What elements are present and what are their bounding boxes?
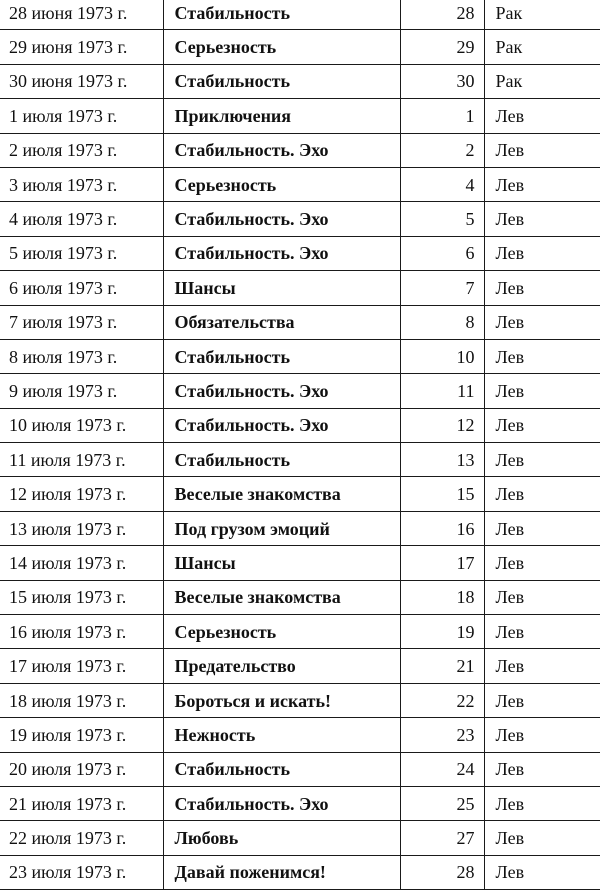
title-cell: Веселые знакомства: [163, 477, 400, 511]
zodiac-cell: Рак: [484, 64, 600, 98]
date-cell: 2 июля 1973 г.: [0, 133, 163, 167]
table-row: [0, 752, 600, 786]
title-cell: Обязательства: [163, 305, 400, 339]
zodiac-cell: Лев: [484, 821, 600, 855]
zodiac-cell: Лев: [484, 683, 600, 717]
title-cell: Серьезность: [163, 167, 400, 201]
zodiac-cell: Лев: [484, 786, 600, 820]
number-cell: 2: [400, 133, 484, 167]
zodiac-cell: Лев: [484, 99, 600, 133]
zodiac-cell: Лев: [484, 718, 600, 752]
table-row: [0, 649, 600, 683]
number-cell: 7: [400, 271, 484, 305]
number-cell: 23: [400, 718, 484, 752]
table-row: [0, 64, 600, 98]
number-cell: 28: [400, 855, 484, 889]
table-row: [0, 443, 600, 477]
title-cell: Давай поженимся!: [163, 855, 400, 889]
table-row: [0, 202, 600, 236]
title-cell: Стабильность. Эхо: [163, 202, 400, 236]
number-cell: 13: [400, 443, 484, 477]
zodiac-cell: Лев: [484, 339, 600, 373]
date-cell: 18 июля 1973 г.: [0, 683, 163, 717]
date-cell: 17 июля 1973 г.: [0, 649, 163, 683]
title-cell: Стабильность: [163, 339, 400, 373]
number-cell: 28: [400, 0, 484, 30]
date-cell: 13 июля 1973 г.: [0, 511, 163, 545]
title-cell: Стабильность: [163, 752, 400, 786]
table-row: [0, 167, 600, 201]
date-cell: 14 июля 1973 г.: [0, 546, 163, 580]
date-cell: 21 июля 1973 г.: [0, 786, 163, 820]
date-cell: 19 июля 1973 г.: [0, 718, 163, 752]
date-cell: 12 июля 1973 г.: [0, 477, 163, 511]
title-cell: Шансы: [163, 546, 400, 580]
number-cell: 30: [400, 64, 484, 98]
date-cell: 23 июля 1973 г.: [0, 855, 163, 889]
date-cell: 3 июля 1973 г.: [0, 167, 163, 201]
zodiac-cell: Лев: [484, 649, 600, 683]
number-cell: 25: [400, 786, 484, 820]
zodiac-cell: Лев: [484, 477, 600, 511]
date-cell: 10 июля 1973 г.: [0, 408, 163, 442]
zodiac-cell: Лев: [484, 202, 600, 236]
title-cell: Серьезность: [163, 30, 400, 64]
zodiac-cell: Лев: [484, 133, 600, 167]
title-cell: Стабильность. Эхо: [163, 786, 400, 820]
number-cell: 1: [400, 99, 484, 133]
title-cell: Стабильность. Эхо: [163, 374, 400, 408]
title-cell: Предательство: [163, 649, 400, 683]
title-cell: Стабильность. Эхо: [163, 133, 400, 167]
date-cell: 20 июля 1973 г.: [0, 752, 163, 786]
table-row: [0, 0, 600, 30]
number-cell: 18: [400, 580, 484, 614]
table-row: [0, 511, 600, 545]
table-row: [0, 305, 600, 339]
date-cell: 15 июля 1973 г.: [0, 580, 163, 614]
zodiac-cell: Лев: [484, 408, 600, 442]
number-cell: 12: [400, 408, 484, 442]
title-cell: Веселые знакомства: [163, 580, 400, 614]
date-cell: 6 июля 1973 г.: [0, 271, 163, 305]
table-row: [0, 821, 600, 855]
title-cell: Стабильность: [163, 64, 400, 98]
table-row: [0, 718, 600, 752]
number-cell: 22: [400, 683, 484, 717]
number-cell: 16: [400, 511, 484, 545]
title-cell: Любовь: [163, 821, 400, 855]
zodiac-cell: Лев: [484, 443, 600, 477]
number-cell: 5: [400, 202, 484, 236]
date-cell: 9 июля 1973 г.: [0, 374, 163, 408]
zodiac-cell: Лев: [484, 236, 600, 270]
number-cell: 6: [400, 236, 484, 270]
zodiac-cell: Лев: [484, 305, 600, 339]
date-cell: 1 июля 1973 г.: [0, 99, 163, 133]
table-row: [0, 236, 600, 270]
date-cell: 16 июля 1973 г.: [0, 615, 163, 649]
number-cell: 27: [400, 821, 484, 855]
number-cell: 10: [400, 339, 484, 373]
number-cell: 21: [400, 649, 484, 683]
table-row: [0, 133, 600, 167]
table-row: [0, 683, 600, 717]
zodiac-cell: Лев: [484, 580, 600, 614]
zodiac-cell: Рак: [484, 0, 600, 30]
title-cell: Стабильность. Эхо: [163, 408, 400, 442]
table-row: [0, 30, 600, 64]
date-cell: 29 июня 1973 г.: [0, 30, 163, 64]
zodiac-cell: Лев: [484, 167, 600, 201]
zodiac-cell: Лев: [484, 615, 600, 649]
date-cell: 8 июля 1973 г.: [0, 339, 163, 373]
title-cell: Бороться и искать!: [163, 683, 400, 717]
number-cell: 19: [400, 615, 484, 649]
number-cell: 4: [400, 167, 484, 201]
title-cell: Под грузом эмоций: [163, 511, 400, 545]
number-cell: 29: [400, 30, 484, 64]
table-row: [0, 339, 600, 373]
date-cell: 30 июня 1973 г.: [0, 64, 163, 98]
title-cell: Стабильность. Эхо: [163, 236, 400, 270]
zodiac-cell: Лев: [484, 855, 600, 889]
number-cell: 15: [400, 477, 484, 511]
number-cell: 17: [400, 546, 484, 580]
title-cell: Шансы: [163, 271, 400, 305]
title-cell: Стабильность: [163, 443, 400, 477]
table-row: [0, 477, 600, 511]
table-row: [0, 615, 600, 649]
date-cell: 22 июля 1973 г.: [0, 821, 163, 855]
table-row: [0, 855, 600, 889]
date-cell: 4 июля 1973 г.: [0, 202, 163, 236]
table-row: [0, 271, 600, 305]
date-cell: 5 июля 1973 г.: [0, 236, 163, 270]
zodiac-cell: Лев: [484, 752, 600, 786]
table-row: [0, 580, 600, 614]
number-cell: 11: [400, 374, 484, 408]
table-row: [0, 408, 600, 442]
title-cell: Серьезность: [163, 615, 400, 649]
zodiac-cell: Лев: [484, 511, 600, 545]
date-cell: 28 июня 1973 г.: [0, 0, 163, 30]
table-row: [0, 374, 600, 408]
title-cell: Стабильность: [163, 0, 400, 30]
title-cell: Нежность: [163, 718, 400, 752]
zodiac-cell: Лев: [484, 271, 600, 305]
table-row: [0, 786, 600, 820]
title-cell: Приключения: [163, 99, 400, 133]
date-cell: 11 июля 1973 г.: [0, 443, 163, 477]
number-cell: 24: [400, 752, 484, 786]
zodiac-cell: Рак: [484, 30, 600, 64]
zodiac-cell: Лев: [484, 374, 600, 408]
zodiac-cell: Лев: [484, 546, 600, 580]
table-row: [0, 546, 600, 580]
table-row: [0, 99, 600, 133]
date-cell: 7 июля 1973 г.: [0, 305, 163, 339]
number-cell: 8: [400, 305, 484, 339]
